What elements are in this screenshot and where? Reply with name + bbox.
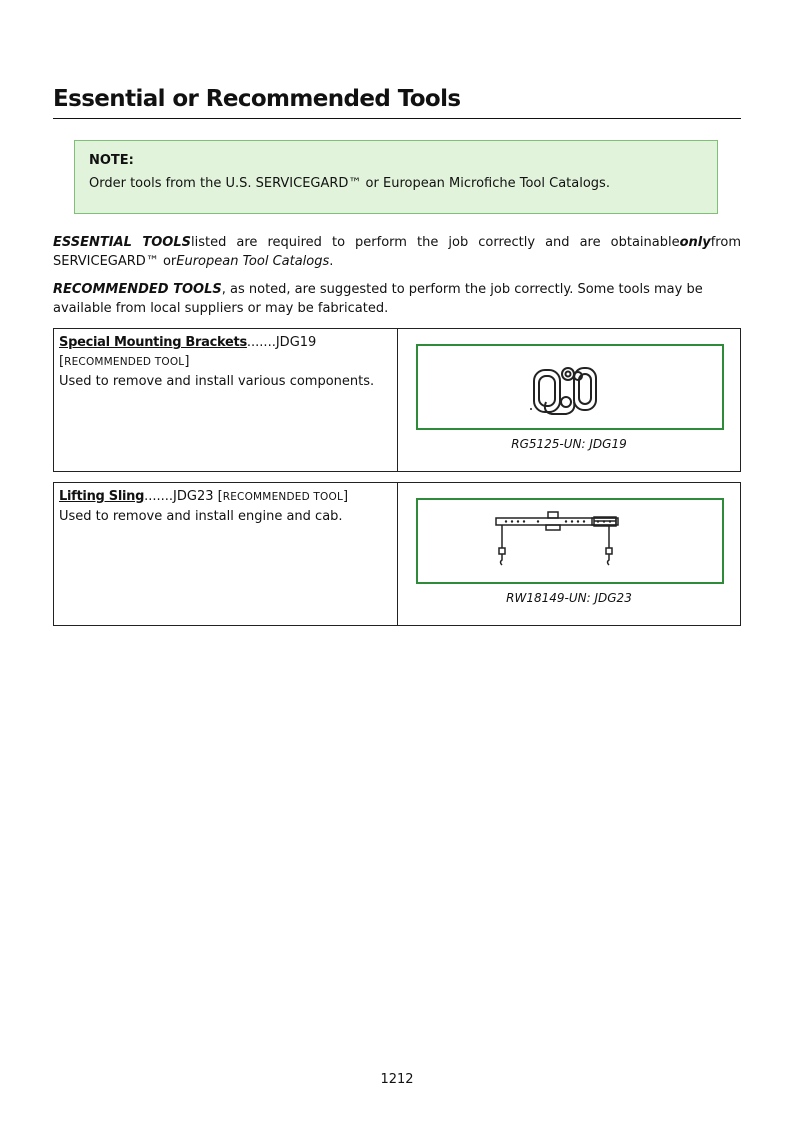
essential-tools-text-2: from SERVICEGARD™ or	[53, 235, 741, 269]
tool-image-caption: RG5125-UN: JDG19	[511, 437, 627, 451]
tool-image-cell	[398, 483, 740, 625]
essential-only-emphasis: only	[679, 235, 711, 250]
tool-tag-open: [	[213, 489, 223, 504]
note-text: Order tools from the U.S. SERVICEGARD™ or European Microfiche Tool Catalogs.	[89, 176, 610, 191]
tool-tag-close: ]	[343, 489, 349, 504]
tool-box-jdg19	[53, 328, 741, 472]
tool-image-caption: RW18149-UN: JDG23	[506, 591, 632, 605]
essential-catalog-name: European Tool Catalogs	[176, 254, 330, 269]
tool-image-frame	[416, 344, 724, 430]
mounting-brackets-drawing-icon	[418, 346, 722, 428]
essential-tools-label: ESSENTIAL TOOLS	[53, 235, 192, 250]
recommended-tools-paragraph	[53, 280, 741, 318]
essential-tools-text: listed are required to perform the job correctly and are obtainable	[191, 235, 680, 250]
tool-description: Used to remove and install various components.	[59, 374, 375, 389]
tool-box-jdg23	[53, 482, 741, 626]
tool-tag: RECOMMENDED TOOL	[222, 491, 343, 503]
essential-tools-paragraph	[53, 233, 741, 271]
tool-tag-open: [	[59, 354, 65, 369]
essential-end: .	[329, 254, 334, 269]
recommended-tools-text: , as noted, are suggested to perform the job correctly. Some tools may be available from local suppliers or may be fabricated.	[53, 282, 703, 316]
tool-description: Used to remove and install engine and cab.	[59, 509, 343, 524]
page-number: 1212	[380, 1072, 414, 1087]
tool-name: Lifting Sling	[59, 489, 145, 504]
tool-code: JDG19	[275, 335, 317, 350]
recommended-tools-label: RECOMMENDED TOOLS	[53, 282, 222, 297]
tool-description-cell	[54, 329, 398, 471]
page-title: Essential or Recommended Tools	[53, 86, 741, 119]
tool-description-cell	[54, 483, 398, 625]
note-box	[74, 140, 718, 214]
tool-code: JDG23	[173, 489, 214, 504]
tool-tag-close: ]	[184, 354, 190, 369]
tool-image-cell	[398, 329, 740, 471]
tool-dots: .......	[246, 335, 276, 350]
tool-tag: RECOMMENDED TOOL	[64, 356, 185, 368]
tool-dots: .......	[144, 489, 174, 504]
tool-image-frame	[416, 498, 724, 584]
tool-name: Special Mounting Brackets	[59, 335, 247, 350]
lifting-sling-drawing-icon	[418, 500, 722, 582]
note-title: NOTE:	[89, 153, 134, 168]
